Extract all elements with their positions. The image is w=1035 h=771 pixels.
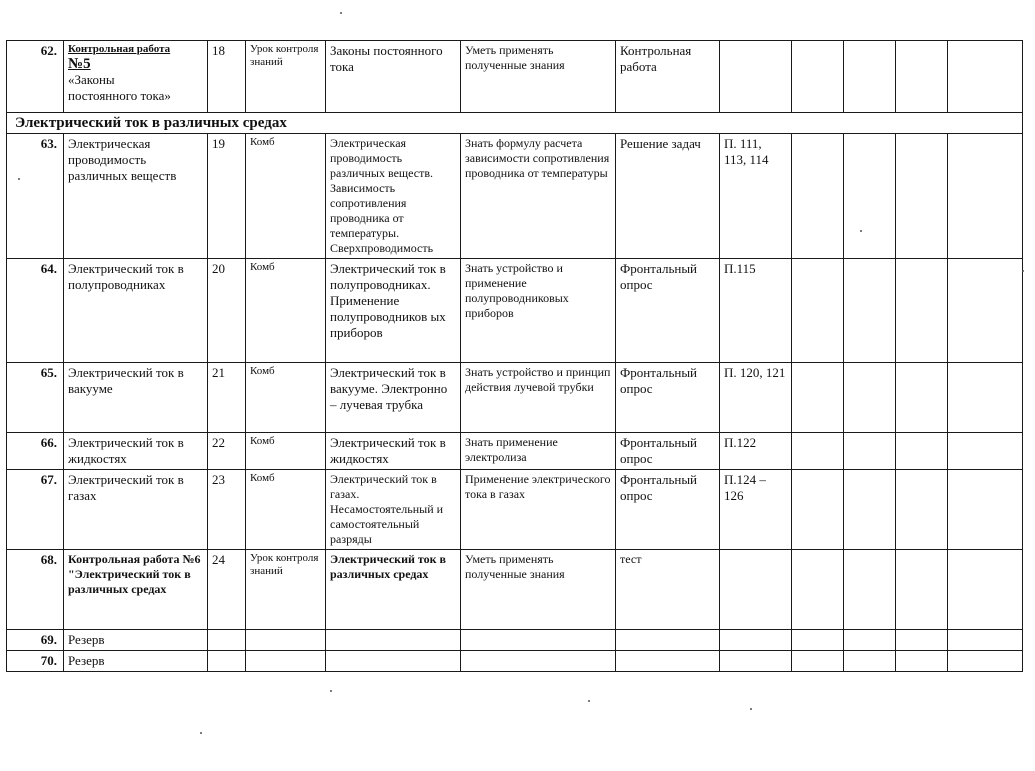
empty-cell (792, 41, 844, 113)
empty-cell (896, 363, 948, 433)
lesson-content: Электрическая проводимость различных веществ. Зависимость сопротивления проводника от температуры. Сверхпроводимость (326, 134, 461, 259)
empty-cell (844, 134, 896, 259)
table-row (7, 134, 1023, 259)
empty-cell (844, 651, 896, 672)
lesson-kind: Урок контроля знаний (246, 41, 326, 113)
empty-cell (896, 134, 948, 259)
lesson-title: Контрольная работа №6 "Электрический ток в различных средах (64, 550, 208, 630)
lesson-form: Фронтальный опрос (616, 433, 720, 470)
scan-speck (588, 700, 590, 702)
empty-cell (792, 134, 844, 259)
table-row (7, 41, 1023, 113)
empty-cell (896, 259, 948, 363)
empty-cell (792, 363, 844, 433)
table-row (7, 363, 1023, 433)
lesson-skills: Уметь применять полученные знания (461, 550, 616, 630)
lesson-form (616, 651, 720, 672)
empty-cell (948, 259, 1023, 363)
lesson-number: 64. (7, 259, 64, 363)
empty-cell (792, 630, 844, 651)
lesson-form: Фронтальный опрос (616, 470, 720, 550)
lesson-kind: Урок контроля знаний (246, 550, 326, 630)
lesson-title-line: Контрольная работа (68, 43, 171, 55)
lesson-kind (246, 651, 326, 672)
empty-cell (844, 550, 896, 630)
empty-cell (844, 470, 896, 550)
lesson-skills (461, 651, 616, 672)
lesson-form (616, 630, 720, 651)
lesson-homework (720, 651, 792, 672)
lesson-hours: 19 (208, 134, 246, 259)
lesson-kind: Комб (246, 470, 326, 550)
lesson-title: Электрическая проводимость различных веществ (64, 134, 208, 259)
lesson-title: Электрический ток в жидкостях (64, 433, 208, 470)
lesson-homework: П. 111, 113, 114 (720, 134, 792, 259)
lesson-number: 67. (7, 470, 64, 550)
lesson-skills: Уметь применять полученные знания (461, 41, 616, 113)
lesson-skills (461, 630, 616, 651)
empty-cell (948, 433, 1023, 470)
lesson-title: Резерв (64, 630, 208, 651)
empty-cell (896, 433, 948, 470)
table-row (7, 259, 1023, 363)
lesson-homework (720, 550, 792, 630)
lesson-number: 63. (7, 134, 64, 259)
section-title: Электрический ток в различных средах (7, 113, 1023, 134)
lesson-number: 70. (7, 651, 64, 672)
lesson-form: Фронтальный опрос (616, 259, 720, 363)
scan-speck (18, 178, 20, 180)
lesson-form: Контрольная работа (616, 41, 720, 113)
lesson-number: 68. (7, 550, 64, 630)
lesson-content (326, 651, 461, 672)
empty-cell (844, 259, 896, 363)
lesson-plan-sheet (6, 40, 1022, 668)
empty-cell (948, 630, 1023, 651)
empty-cell (896, 651, 948, 672)
lesson-hours: 21 (208, 363, 246, 433)
table-row (7, 651, 1023, 672)
empty-cell (948, 134, 1023, 259)
empty-cell (896, 41, 948, 113)
lesson-title: Резерв (64, 651, 208, 672)
lesson-title-line: постоянного тока» (68, 88, 171, 103)
lesson-kind: Комб (246, 363, 326, 433)
scan-speck (1022, 270, 1024, 272)
lesson-hours: 18 (208, 41, 246, 113)
empty-cell (792, 651, 844, 672)
empty-cell (792, 470, 844, 550)
lesson-kind: Комб (246, 433, 326, 470)
empty-cell (844, 363, 896, 433)
lesson-skills: Знать устройство и применение полупроводниковых приборов (461, 259, 616, 363)
lesson-title: Электрический ток в полупроводниках (64, 259, 208, 363)
lesson-homework (720, 630, 792, 651)
lesson-title: Электрический ток в вакууме (64, 363, 208, 433)
lesson-hours (208, 651, 246, 672)
empty-cell (948, 363, 1023, 433)
lesson-homework: П.122 (720, 433, 792, 470)
scan-speck (330, 690, 332, 692)
empty-cell (896, 630, 948, 651)
lesson-hours: 22 (208, 433, 246, 470)
lesson-form: Фронтальный опрос (616, 363, 720, 433)
empty-cell (896, 550, 948, 630)
empty-cell (844, 630, 896, 651)
lesson-title: Электрический ток в газах (64, 470, 208, 550)
lesson-content (326, 630, 461, 651)
lesson-skills: Знать устройство и принцип действия лучевой трубки (461, 363, 616, 433)
lesson-hours: 23 (208, 470, 246, 550)
lesson-form: Решение задач (616, 134, 720, 259)
lesson-kind: Комб (246, 259, 326, 363)
table-row (7, 433, 1023, 470)
scan-speck (750, 708, 752, 710)
lesson-number: 62. (7, 41, 64, 113)
empty-cell (896, 470, 948, 550)
lesson-content: Электрический ток в вакууме. Электронно – лучевая трубка (326, 363, 461, 433)
lesson-title (64, 41, 208, 113)
lesson-number: 69. (7, 630, 64, 651)
lesson-skills: Применение электрического тока в газах (461, 470, 616, 550)
lesson-content: Законы постоянного тока (326, 41, 461, 113)
lesson-content: Электрический ток в полупроводниках. Применение полупроводников ых приборов (326, 259, 461, 363)
lesson-title-line: «Законы (68, 72, 115, 87)
empty-cell (844, 41, 896, 113)
table-row (7, 470, 1023, 550)
empty-cell (948, 550, 1023, 630)
lesson-hours (208, 630, 246, 651)
empty-cell (792, 433, 844, 470)
lesson-number: 65. (7, 363, 64, 433)
lesson-kind (246, 630, 326, 651)
lesson-title-line: №5 (68, 56, 91, 72)
lesson-kind: Комб (246, 134, 326, 259)
empty-cell (792, 259, 844, 363)
table-row (7, 630, 1023, 651)
section-row (7, 113, 1023, 134)
empty-cell (792, 550, 844, 630)
lesson-homework: П. 120, 121 (720, 363, 792, 433)
empty-cell (948, 41, 1023, 113)
scan-speck (200, 732, 202, 734)
lesson-content: Электрический ток в различных средах (326, 550, 461, 630)
lesson-content: Электрический ток в жидкостях (326, 433, 461, 470)
table-row (7, 550, 1023, 630)
lesson-hours: 20 (208, 259, 246, 363)
lesson-homework (720, 41, 792, 113)
lesson-skills: Знать формулу расчета зависимости сопротивления проводника от температуры (461, 134, 616, 259)
lesson-homework: П.124 – 126 (720, 470, 792, 550)
scan-speck (340, 12, 342, 14)
lesson-skills: Знать применение электролиза (461, 433, 616, 470)
lesson-plan-table (6, 40, 1023, 672)
scan-speck (860, 230, 862, 232)
empty-cell (948, 651, 1023, 672)
lesson-content: Электрический ток в газах. Несамостоятельный и самостоятельный разряды (326, 470, 461, 550)
lesson-form: тест (616, 550, 720, 630)
lesson-homework: П.115 (720, 259, 792, 363)
empty-cell (948, 470, 1023, 550)
lesson-hours: 24 (208, 550, 246, 630)
empty-cell (844, 433, 896, 470)
lesson-number: 66. (7, 433, 64, 470)
